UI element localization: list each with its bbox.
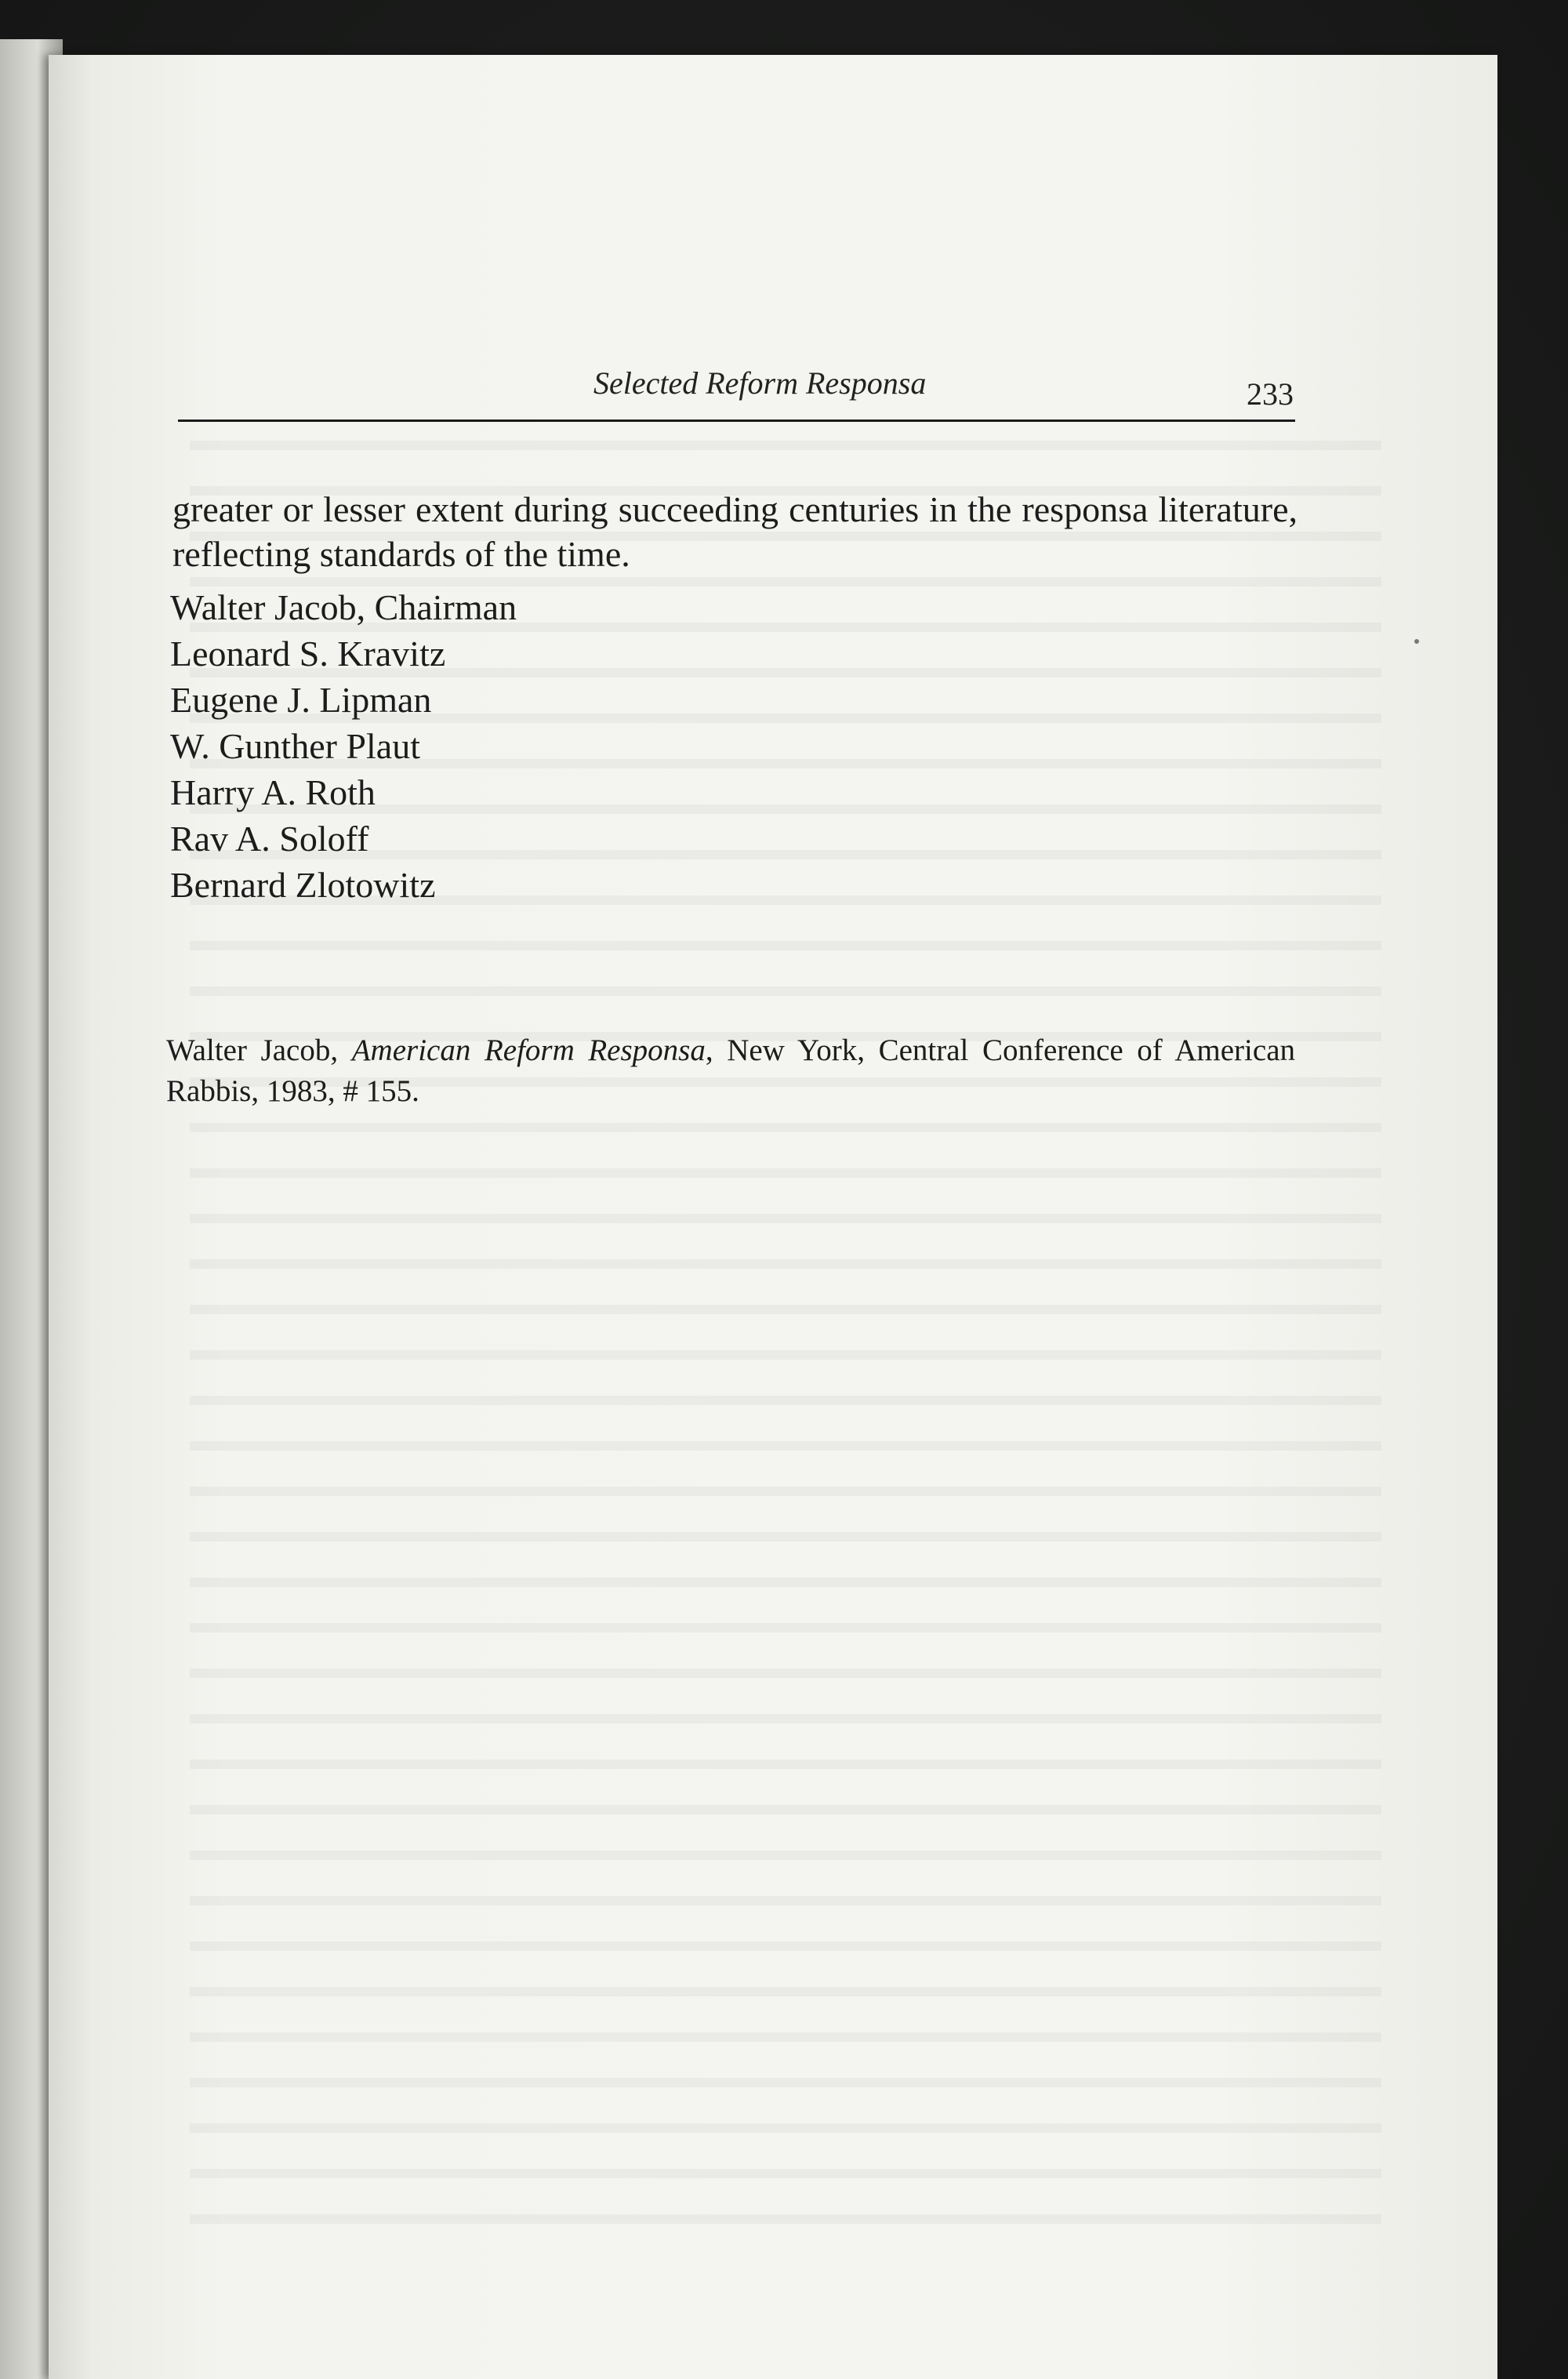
body-paragraph: greater or lesser extent during succeeding centuries in the responsa literature, reflecting standards of the time. (172, 489, 1298, 574)
signatory-name: Walter Jacob, Chairman (170, 587, 517, 627)
speck-mark (1414, 639, 1419, 644)
citation-details: , New York, Central Conference of American Rabbis, 1983, # 155. (166, 1033, 1295, 1108)
signatory-name: Harry A. Roth (170, 772, 376, 812)
citation-author: Walter Jacob, (166, 1033, 352, 1067)
running-title: Selected Reform Responsa (593, 365, 927, 401)
signatory-name: Eugene J. Lipman (170, 680, 432, 720)
book-page (49, 55, 1497, 2379)
citation-title: American Reform Responsa (351, 1033, 706, 1067)
citation (166, 1030, 1295, 1112)
page-number: 233 (1247, 376, 1294, 412)
signatory-name: Leonard S. Kravitz (170, 634, 446, 674)
signatory-name: Rav A. Soloff (170, 819, 369, 859)
signatory-name: W. Gunther Plaut (170, 726, 420, 766)
running-head (178, 365, 1295, 422)
signatory-list (170, 584, 517, 908)
signatory-name: Bernard Zlotowitz (170, 865, 436, 905)
